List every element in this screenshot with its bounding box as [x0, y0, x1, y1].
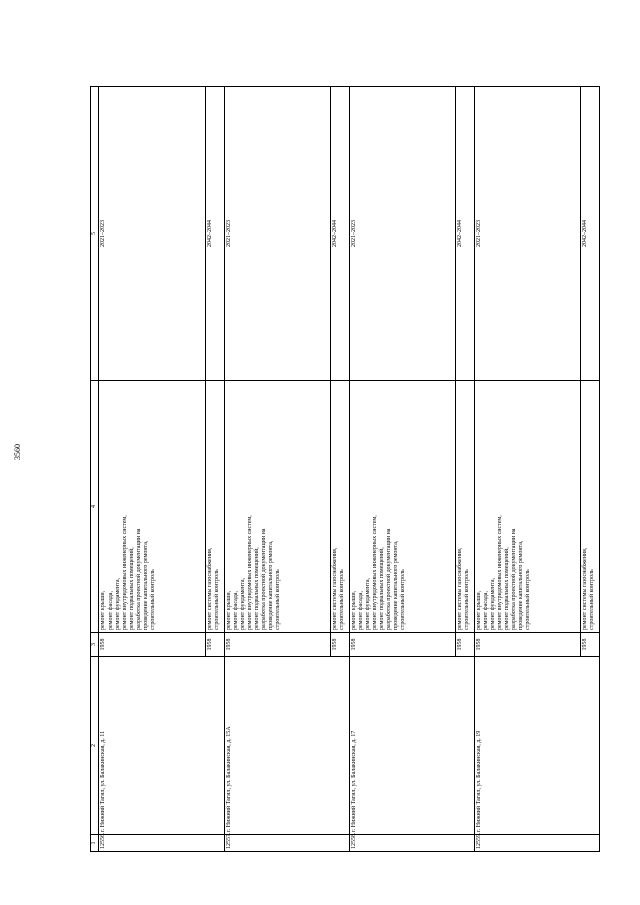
period-cell: 2042–2044	[581, 87, 600, 381]
row-number: 12557.	[224, 835, 349, 852]
capital-repair-table	[90, 86, 600, 852]
year-cell: 1958	[330, 633, 349, 657]
document-table-rotated	[90, 87, 600, 852]
work-item: ремонт подвальных помещений,	[128, 547, 135, 630]
table-row	[224, 87, 330, 852]
period-cell: 2042–2044	[330, 87, 349, 381]
work-item: ремонт внутридомовых инженерных систем,	[371, 515, 378, 630]
period-cell: 2042–2044	[456, 87, 475, 381]
work-item: ремонт внутридомовых инженерных систем,	[121, 515, 128, 630]
table-body	[91, 87, 600, 852]
address-cell: г. Нижний Тагил, ул. Балакинская, д. 19	[474, 657, 599, 835]
year-cell: 1958	[224, 633, 330, 657]
work-item: ремонт фундамента,	[364, 578, 371, 630]
year-cell: 1958	[349, 633, 455, 657]
work-item: проведение капитального ремонта,	[268, 540, 275, 630]
period-cell: 2021–2023	[99, 87, 205, 381]
work-item: ремонт системы газоснабжения,	[206, 547, 213, 630]
work-item: ремонт подвальных помещений,	[378, 547, 385, 630]
works-cell	[474, 381, 580, 633]
work-item: ремонт крыши,	[475, 590, 482, 630]
table-row	[99, 87, 205, 852]
works-cell	[456, 381, 475, 633]
column-header: 4	[91, 381, 99, 633]
work-item: ремонт крыши,	[350, 590, 357, 630]
work-item: ремонт системы газоснабжения,	[457, 547, 464, 630]
work-item: строительный контроль	[525, 569, 532, 630]
period-cell: 2021–2023	[224, 87, 330, 381]
year-cell: 1958	[581, 633, 600, 657]
period-cell: 2021–2023	[474, 87, 580, 381]
work-item: строительный контроль	[589, 569, 596, 630]
works-cell	[99, 381, 205, 633]
work-item: строительный контроль	[213, 569, 220, 630]
work-item: разработка проектной документации на	[260, 528, 267, 630]
work-item: проведение капитального ремонта,	[518, 540, 525, 630]
row-number: 12558.	[349, 835, 474, 852]
works-cell	[349, 381, 455, 633]
column-header: 3	[91, 633, 99, 657]
year-cell: 1958	[474, 633, 580, 657]
work-item: разработка проектной документации на	[511, 528, 518, 630]
period-cell: 2042–2044	[205, 87, 224, 381]
page-number: 3560	[13, 444, 22, 460]
work-item: ремонт системы газоснабжения,	[582, 547, 589, 630]
work-item: ремонт системы газоснабжения,	[331, 547, 338, 630]
address-cell: г. Нижний Тагил, ул. Балакинская, д. 11	[99, 657, 224, 835]
address-cell: г. Нижний Тагил, ул. Балакинская, д. 17	[349, 657, 474, 835]
work-item: разработка проектной документации на	[386, 528, 393, 630]
work-item: ремонт подвальных помещений,	[504, 547, 511, 630]
work-item: ремонт фундамента,	[239, 578, 246, 630]
header-row	[91, 87, 99, 852]
work-item: ремонт крыши,	[100, 590, 107, 630]
work-item: ремонт крыши,	[225, 590, 232, 630]
column-header: 2	[91, 657, 99, 835]
row-number: 12559.	[474, 835, 599, 852]
work-item: ремонт фасада,	[482, 591, 489, 630]
works-cell	[581, 381, 600, 633]
year-cell: 1958	[456, 633, 475, 657]
table-row	[349, 87, 455, 852]
work-item: строительный контроль	[275, 569, 282, 630]
work-item: ремонт фундамента,	[489, 578, 496, 630]
work-item: проведение капитального ремонта,	[393, 540, 400, 630]
work-item: ремонт фасада,	[357, 591, 364, 630]
work-item: ремонт подвальных помещений,	[253, 547, 260, 630]
address-cell: г. Нижний Тагил, ул. Балакинская, д. 15А	[224, 657, 349, 835]
works-cell	[205, 381, 224, 633]
work-item: строительный контроль	[149, 569, 156, 630]
works-cell	[330, 381, 349, 633]
work-item: ремонт фасада,	[107, 591, 114, 630]
work-item: строительный контроль	[400, 569, 407, 630]
work-item: проведение капитального ремонта,	[142, 540, 149, 630]
work-item: разработка проектной документации на	[135, 528, 142, 630]
work-item: ремонт внутридомовых инженерных систем,	[246, 515, 253, 630]
work-item: ремонт внутридомовых инженерных систем,	[497, 515, 504, 630]
year-cell: 1958	[99, 633, 205, 657]
work-item: строительный контроль	[464, 569, 471, 630]
column-header: 1	[91, 835, 99, 852]
table-row	[474, 87, 580, 852]
row-number: 12556.	[99, 835, 224, 852]
period-cell: 2021–2023	[349, 87, 455, 381]
column-header: 5	[91, 87, 99, 381]
work-item: ремонт фасада,	[232, 591, 239, 630]
work-item: ремонт фундамента,	[114, 578, 121, 630]
works-cell	[224, 381, 330, 633]
work-item: строительный контроль	[338, 569, 345, 630]
year-cell: 1958	[205, 633, 224, 657]
